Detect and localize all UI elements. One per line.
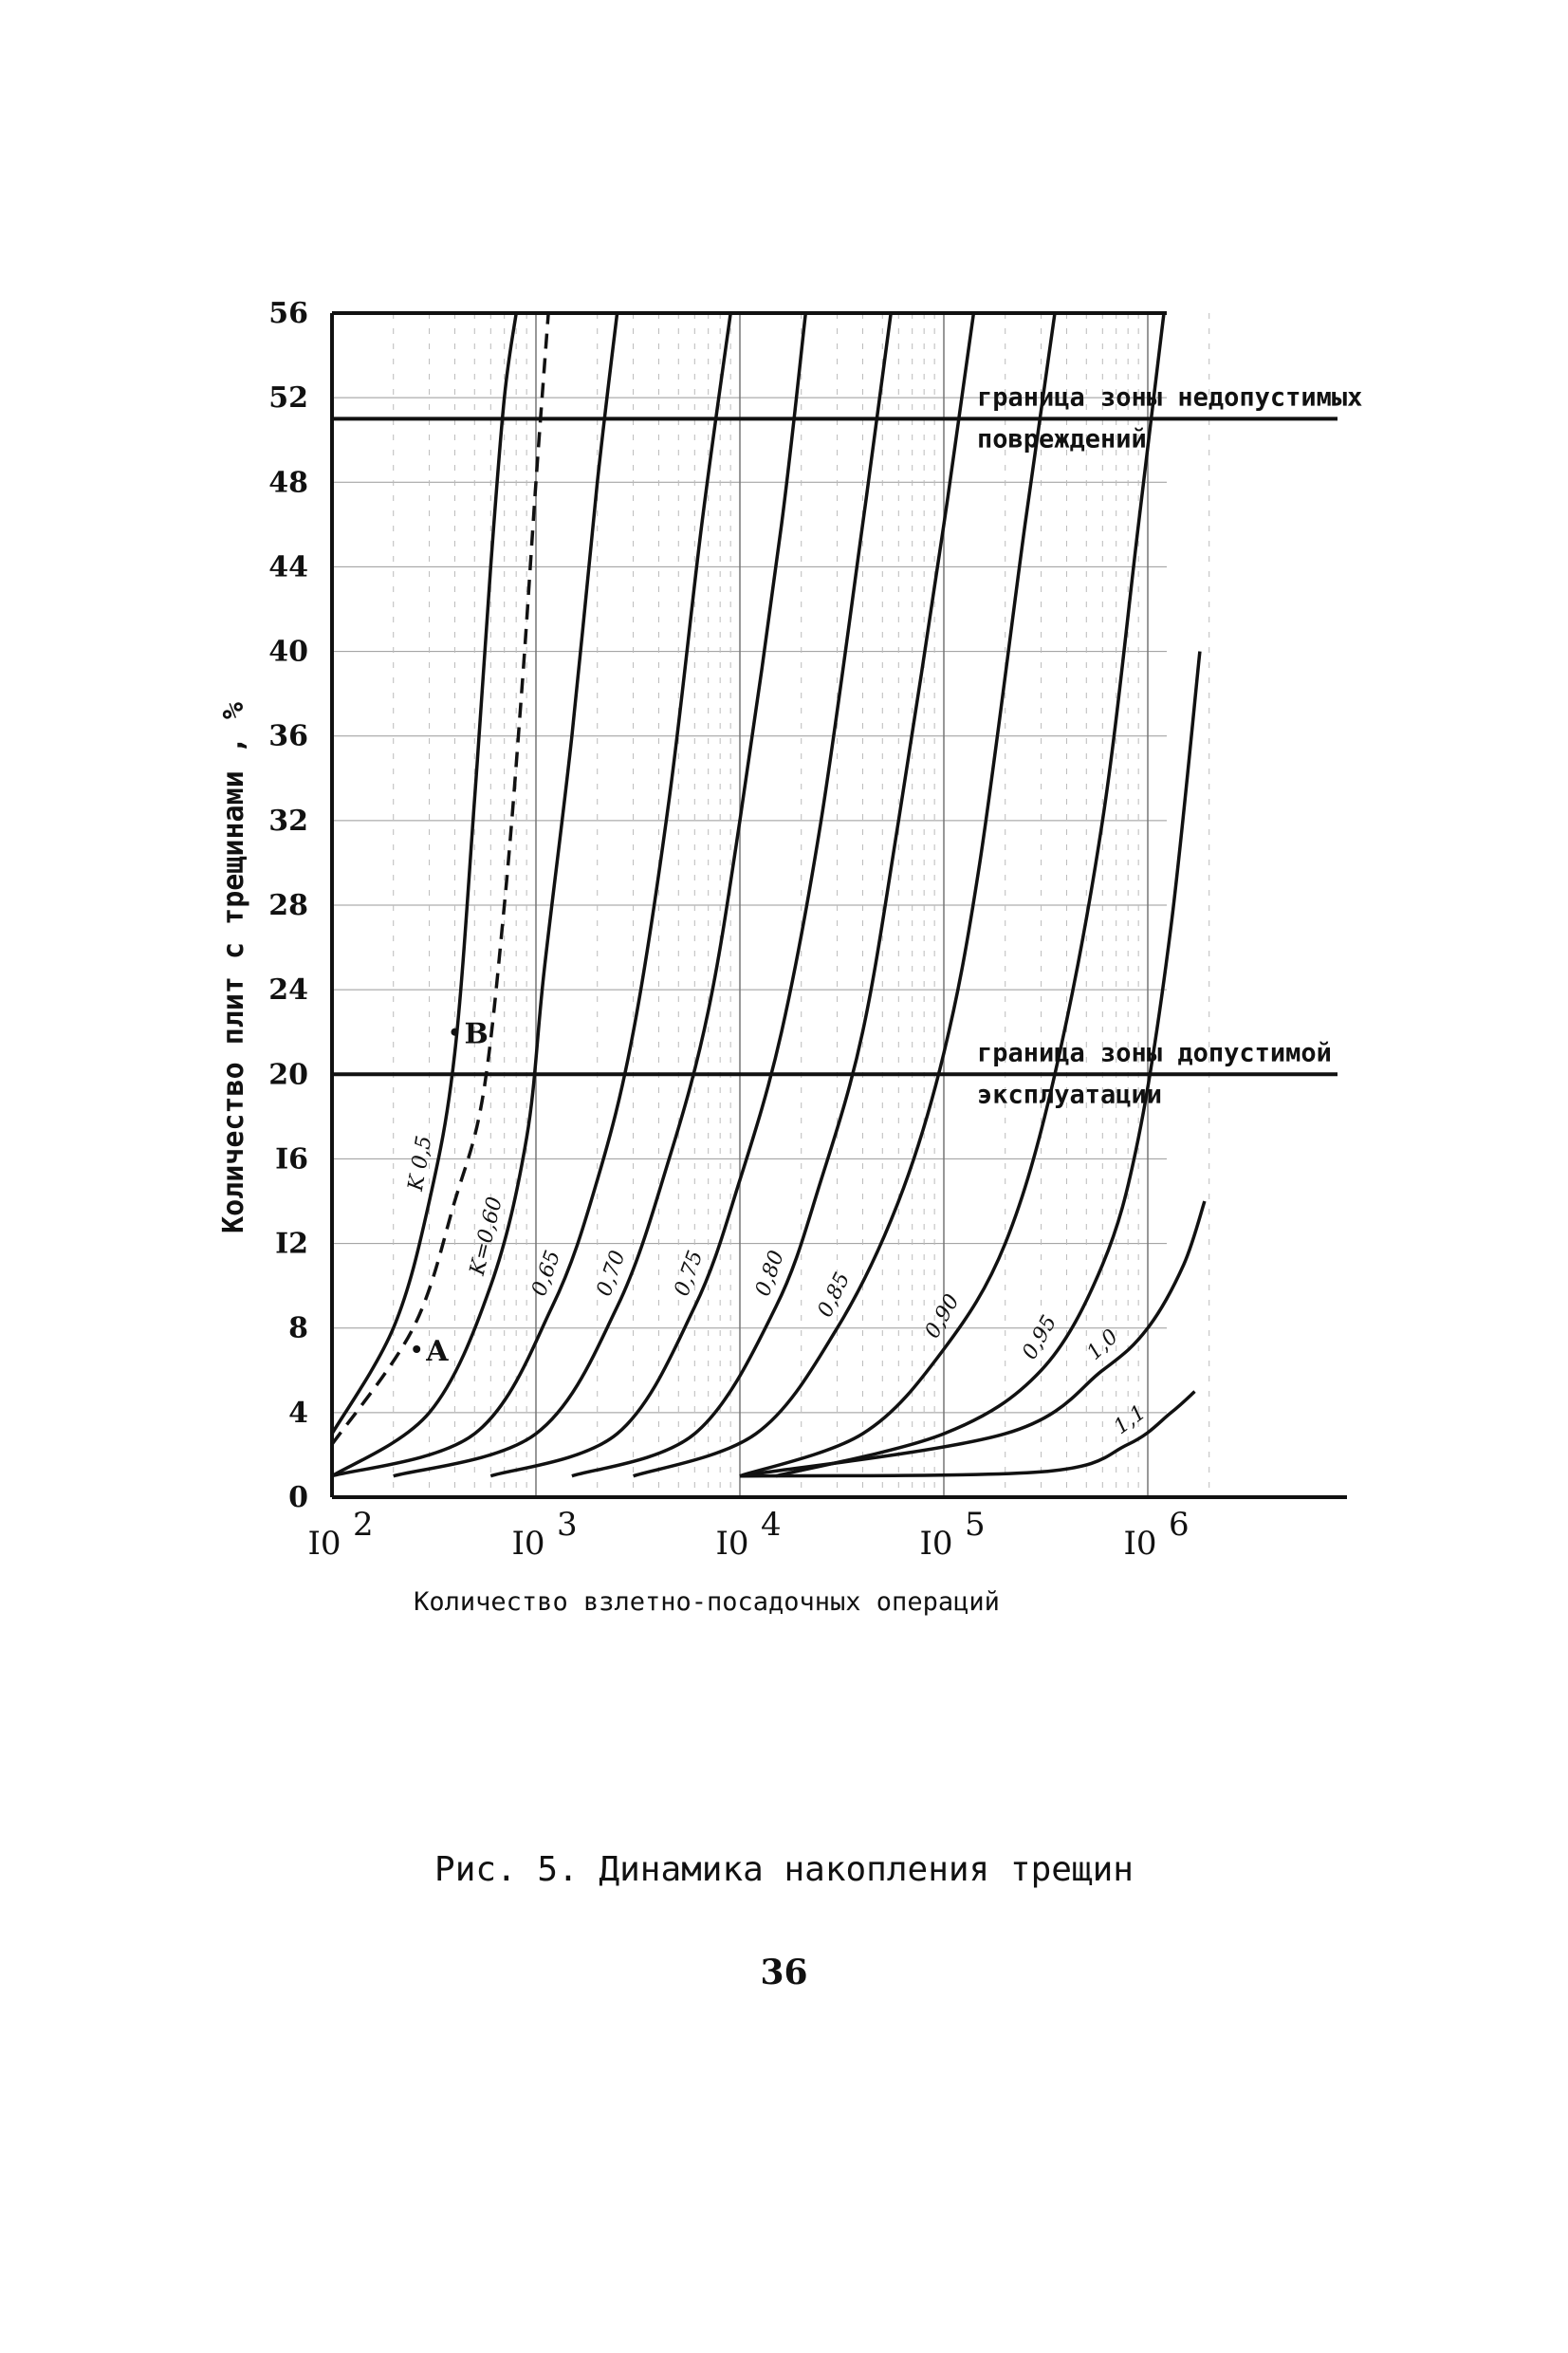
y-axis-title: Количество плит с трещинами , % xyxy=(217,702,250,1233)
y-tick-label: 0 xyxy=(288,1481,308,1514)
reference-point-mark xyxy=(451,1028,458,1036)
x-tick-label: I0 xyxy=(919,1525,953,1563)
y-tick-label: 8 xyxy=(288,1311,308,1345)
threshold-label: граница зоны недопустимых xyxy=(977,382,1363,413)
x-tick-exponent: 5 xyxy=(965,1506,986,1544)
x-tick-label: I0 xyxy=(715,1525,749,1563)
figure-caption: Рис. 5. Динамика накопления трещин xyxy=(434,1850,1134,1889)
y-tick-label: 36 xyxy=(268,719,308,753)
curve-label: 0,70 xyxy=(592,1247,631,1300)
curve-label: 0,75 xyxy=(670,1247,709,1300)
curve-label: 0,95 xyxy=(1018,1311,1062,1364)
reference-point-mark xyxy=(413,1345,420,1353)
x-tick-exponent: 3 xyxy=(557,1506,578,1544)
curve-3 xyxy=(332,313,730,1476)
curve-label: 0,90 xyxy=(920,1290,965,1343)
curve-label: 0,80 xyxy=(751,1247,789,1300)
x-tick-exponent: 2 xyxy=(353,1506,374,1544)
reference-point-label: A xyxy=(426,1335,449,1368)
y-axis-ticks xyxy=(268,297,308,1514)
y-tick-label: 28 xyxy=(268,889,308,922)
y-tick-label: 40 xyxy=(268,635,308,669)
x-axis-ticks xyxy=(307,1506,1189,1563)
x-tick-label: I0 xyxy=(307,1525,341,1563)
threshold-label: эксплуатации xyxy=(977,1080,1163,1110)
y-tick-label: 48 xyxy=(268,466,308,500)
curve-10 xyxy=(740,1201,1205,1476)
curve-label: 1,1 xyxy=(1109,1400,1151,1440)
x-tick-label: I0 xyxy=(1123,1525,1157,1563)
page-number: 36 xyxy=(760,1953,808,1992)
y-tick-label: 24 xyxy=(268,973,308,1008)
curves xyxy=(332,313,1205,1476)
curve-label: 0,85 xyxy=(813,1269,856,1322)
y-tick-label: 44 xyxy=(268,550,308,584)
x-tick-label: I0 xyxy=(511,1525,545,1563)
threshold-label: граница зоны допустимой xyxy=(977,1038,1332,1068)
reference-point-label: B xyxy=(464,1017,489,1051)
y-tick-label: 52 xyxy=(268,381,308,416)
x-tick-exponent: 6 xyxy=(1169,1506,1190,1544)
x-axis-title: Количество взлетно-посадочных операций xyxy=(414,1587,1000,1617)
y-tick-label: I2 xyxy=(275,1227,308,1261)
curve-label: K=0,60 xyxy=(465,1195,507,1278)
threshold-lines xyxy=(332,382,1362,1109)
y-tick-label: 20 xyxy=(268,1058,308,1092)
y-tick-label: 32 xyxy=(268,804,308,838)
y-tick-label: I6 xyxy=(275,1142,308,1176)
curve-6 xyxy=(572,313,974,1476)
curve-label: 1,0 xyxy=(1082,1325,1123,1365)
curve-label: K 0,5 xyxy=(403,1134,437,1194)
y-tick-label: 4 xyxy=(288,1396,308,1430)
curve-label: 0,65 xyxy=(527,1247,566,1300)
x-tick-exponent: 4 xyxy=(761,1506,782,1544)
y-tick-label: 56 xyxy=(268,297,308,330)
threshold-label: повреждений xyxy=(977,424,1147,454)
